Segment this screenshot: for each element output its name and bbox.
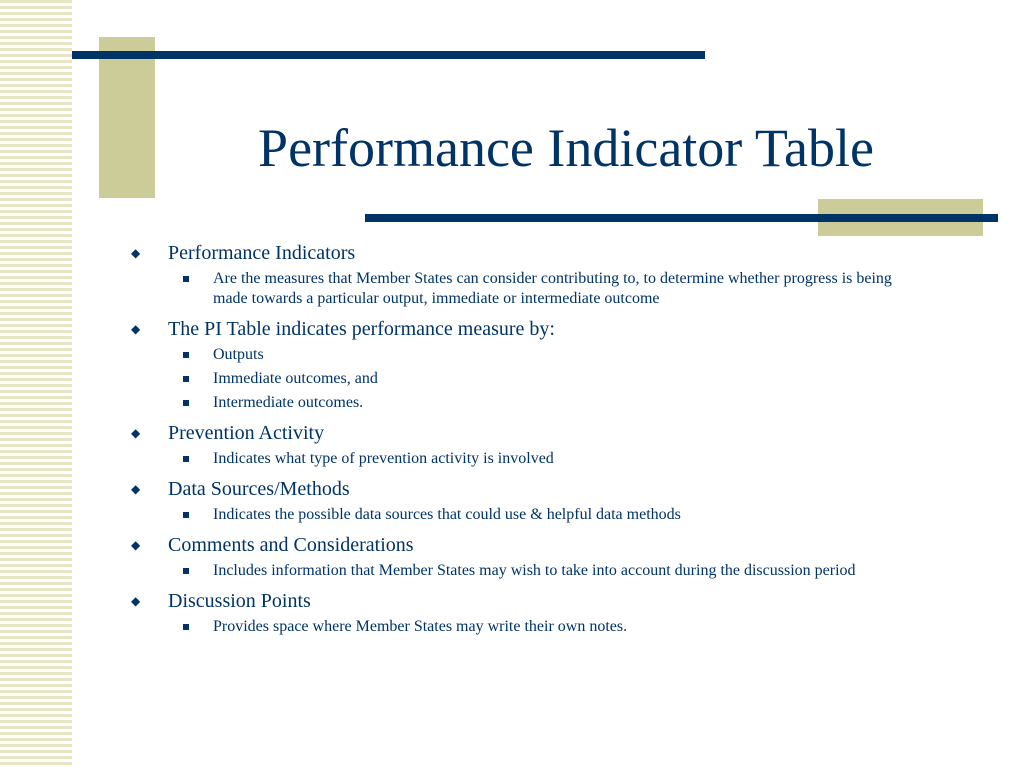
section-heading: Performance Indicators — [168, 242, 356, 264]
sub-item — [213, 369, 961, 389]
sub-item — [213, 449, 961, 469]
sub-item — [213, 269, 961, 309]
section-heading: Data Sources/Methods — [168, 478, 350, 500]
diamond-bullet-icon: ◆ — [131, 538, 141, 552]
square-bullet-icon — [183, 276, 189, 282]
sub-item-text: Immediate outcomes, and — [213, 370, 378, 387]
sub-item-text: Intermediate outcomes. — [213, 394, 364, 411]
bottom-rule — [365, 214, 998, 222]
diamond-bullet-icon: ◆ — [131, 594, 141, 608]
sub-item — [213, 617, 961, 637]
sub-item — [213, 393, 961, 413]
sub-item-text: Indicates the possible data sources that could use & helpful data methods — [213, 506, 681, 523]
section-heading: The PI Table indicates performance measure by: — [168, 318, 555, 340]
section-heading: Prevention Activity — [168, 422, 325, 444]
sub-item — [213, 561, 961, 581]
section-heading: Comments and Considerations — [168, 534, 414, 556]
square-bullet-icon — [183, 376, 189, 382]
bullet-list — [131, 241, 961, 637]
section-heading: Discussion Points — [168, 590, 311, 612]
square-bullet-icon — [183, 352, 189, 358]
sub-item-text: Are the measures that Member States can consider contributing to, to determine whether progress is being made towards a particular output, immediate or intermediate outcome — [213, 270, 892, 307]
square-bullet-icon — [183, 456, 189, 462]
section-item — [131, 477, 961, 501]
sub-item-text: Provides space where Member States may write their own notes. — [213, 618, 628, 635]
diamond-bullet-icon: ◆ — [131, 482, 141, 496]
square-bullet-icon — [183, 568, 189, 574]
section-item — [131, 589, 961, 613]
diamond-bullet-icon: ◆ — [131, 246, 141, 260]
section-item — [131, 317, 961, 341]
diamond-bullet-icon: ◆ — [131, 322, 141, 336]
section-item — [131, 421, 961, 445]
decorative-block-left — [99, 37, 155, 198]
sub-item-text: Includes information that Member States may wish to take into account during the discussion period — [213, 562, 856, 579]
slide-title: Performance Indicator Table — [258, 118, 874, 178]
section-item — [131, 241, 961, 265]
square-bullet-icon — [183, 512, 189, 518]
section-item — [131, 533, 961, 557]
left-stripe-pattern — [0, 0, 72, 768]
square-bullet-icon — [183, 624, 189, 630]
square-bullet-icon — [183, 400, 189, 406]
sub-item-text: Outputs — [213, 346, 264, 363]
sub-item — [213, 345, 961, 365]
sub-item-text: Indicates what type of prevention activity is involved — [213, 450, 554, 467]
sub-item — [213, 505, 961, 525]
diamond-bullet-icon: ◆ — [131, 426, 141, 440]
top-rule — [72, 51, 705, 59]
